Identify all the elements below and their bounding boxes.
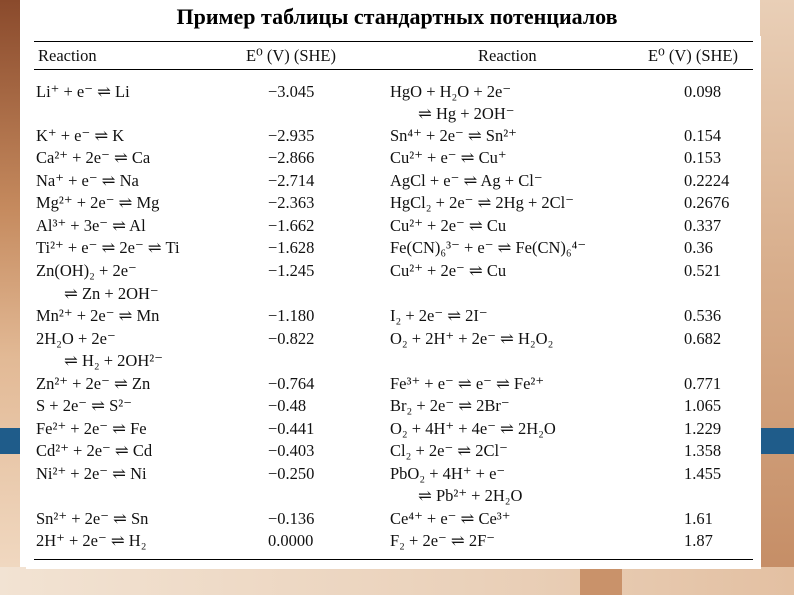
left-reaction-7: Zn(OH)₂ + 2e⁻ [36,261,137,280]
left-reaction-17: Sn²⁺ + 2e⁻ ⇌ Sn [36,509,149,528]
left-reaction-11: ⇌ H₂ + 2OH²⁻ [64,351,163,370]
left-reaction-2: Ca²⁺ + 2e⁻ ⇌ Ca [36,148,151,167]
left-potential-14: −0.441 [268,419,315,438]
left-potential-7: −1.245 [268,261,315,280]
left-potential-13: −0.48 [268,396,307,415]
right-potential-14: 1.358 [684,441,722,460]
right-reaction-18: F₂ + 2e⁻ ⇌ 2F⁻ [390,531,495,550]
right-potential-17: 1.61 [684,509,713,528]
header-potential-left: E⁰ (V) (SHE) [246,46,337,65]
left-reaction-4: Mg²⁺ + 2e⁻ ⇌ Mg [36,193,160,212]
left-reaction-8: ⇌ Zn + 2OH⁻ [64,284,159,303]
left-reaction-18: 2H⁺ + 2e⁻ ⇌ H₂ [36,531,147,550]
table-bottom-rule [34,559,753,560]
header-reaction-left: Reaction [38,46,97,65]
right-potential-18: 1.87 [684,531,713,550]
right-reaction-6: Cu²⁺ + 2e⁻ ⇌ Cu [390,216,507,235]
header-reaction-right: Reaction [478,46,537,65]
left-potential-6: −1.628 [268,238,315,257]
right-potential-13: 1.229 [684,419,722,438]
right-reaction-12: Br₂ + 2e⁻ ⇌ 2Br⁻ [390,396,510,415]
right-reaction-2: Sn⁴⁺ + 2e⁻ ⇌ Sn²⁺ [390,126,517,145]
slide-accent-stripe-left [0,428,20,454]
left-potential-2: −2.866 [268,148,315,167]
right-potential-3: 0.153 [684,148,722,167]
right-reaction-8: Cu²⁺ + 2e⁻ ⇌ Cu [390,261,507,280]
right-reaction-7: Fe(CN)₆³⁻ + e⁻ ⇌ Fe(CN)₆⁴⁻ [390,238,587,257]
left-potential-5: −1.662 [268,216,315,235]
potentials-table [26,36,761,569]
left-reaction-13: S + 2e⁻ ⇌ S²⁻ [36,396,132,415]
left-reaction-0: Li⁺ + e⁻ ⇌ Li [36,82,130,101]
table-header-rule [34,69,753,70]
right-reaction-9: I₂ + 2e⁻ ⇌ 2I⁻ [390,306,488,325]
right-reaction-3: Cu²⁺ + e⁻ ⇌ Cu⁺ [390,148,507,167]
right-reaction-14: Cl₂ + 2e⁻ ⇌ 2Cl⁻ [390,441,508,460]
left-reaction-14: Fe²⁺ + 2e⁻ ⇌ Fe [36,419,147,438]
left-reaction-15: Cd²⁺ + 2e⁻ ⇌ Cd [36,441,153,460]
right-reaction-15: PbO₂ + 4H⁺ + e⁻ [390,464,506,483]
left-reaction-12: Zn²⁺ + 2e⁻ ⇌ Zn [36,374,151,393]
left-potential-4: −2.363 [268,193,315,212]
left-potential-12: −0.764 [268,374,315,393]
right-potential-11: 0.771 [684,374,722,393]
table-top-rule [34,41,753,42]
right-reaction-13: O₂ + 4H⁺ + 4e⁻ ⇌ 2H₂O [390,419,556,438]
right-reaction-4: AgCl + e⁻ ⇌ Ag + Cl⁻ [390,171,543,190]
left-reaction-5: Al³⁺ + 3e⁻ ⇌ Al [36,216,146,235]
slide-bottom-band [0,567,794,595]
right-potential-8: 0.521 [684,261,722,280]
left-potential-3: −2.714 [268,171,315,190]
slide-right-band [760,0,794,595]
right-potential-6: 0.337 [684,216,722,235]
right-potential-15: 1.455 [684,464,722,483]
left-potential-15: −0.403 [268,441,315,460]
left-potential-16: −0.250 [268,464,315,483]
left-potential-17: −0.136 [268,509,315,528]
left-reaction-16: Ni²⁺ + 2e⁻ ⇌ Ni [36,464,147,483]
right-reaction-17: Ce⁴⁺ + e⁻ ⇌ Ce³⁺ [390,509,511,528]
right-potential-9: 0.536 [684,306,722,325]
right-potential-12: 1.065 [684,396,722,415]
right-potential-2: 0.154 [684,126,722,145]
right-reaction-5: HgCl₂ + 2e⁻ ⇌ 2Hg + 2Cl⁻ [390,193,574,212]
left-potential-1: −2.935 [268,126,315,145]
right-potential-10: 0.682 [684,329,722,348]
right-potential-4: 0.2224 [684,171,730,190]
left-reaction-1: K⁺ + e⁻ ⇌ K [36,126,125,145]
right-reaction-0: HgO + H₂O + 2e⁻ [390,82,512,101]
right-potential-0: 0.098 [684,82,722,101]
slide-accent-stripe-right [760,428,794,454]
right-reaction-10: O₂ + 2H⁺ + 2e⁻ ⇌ H₂O₂ [390,329,554,348]
right-reaction-16: ⇌ Pb²⁺ + 2H₂O [418,486,523,505]
right-potential-7: 0.36 [684,238,713,257]
right-potential-5: 0.2676 [684,193,730,212]
left-potential-0: −3.045 [268,82,315,101]
slide-title: Пример таблицы стандартных потенциалов [176,4,618,29]
left-potential-10: −0.822 [268,329,315,348]
left-reaction-6: Ti²⁺ + e⁻ ⇌ 2e⁻ ⇌ Ti [36,238,180,257]
right-reaction-11: Fe³⁺ + e⁻ ⇌ e⁻ ⇌ Fe²⁺ [390,374,545,393]
right-reaction-1: ⇌ Hg + 2OH⁻ [418,104,515,123]
left-potential-9: −1.180 [268,306,315,325]
left-reaction-9: Mn²⁺ + 2e⁻ ⇌ Mn [36,306,160,325]
header-potential-right: E⁰ (V) (SHE) [648,46,739,65]
left-reaction-3: Na⁺ + e⁻ ⇌ Na [36,171,139,190]
left-reaction-10: 2H₂O + 2e⁻ [36,329,116,348]
slide-bottom-tab [580,567,622,595]
slide-left-band [0,0,20,595]
left-potential-18: 0.0000 [268,531,314,550]
